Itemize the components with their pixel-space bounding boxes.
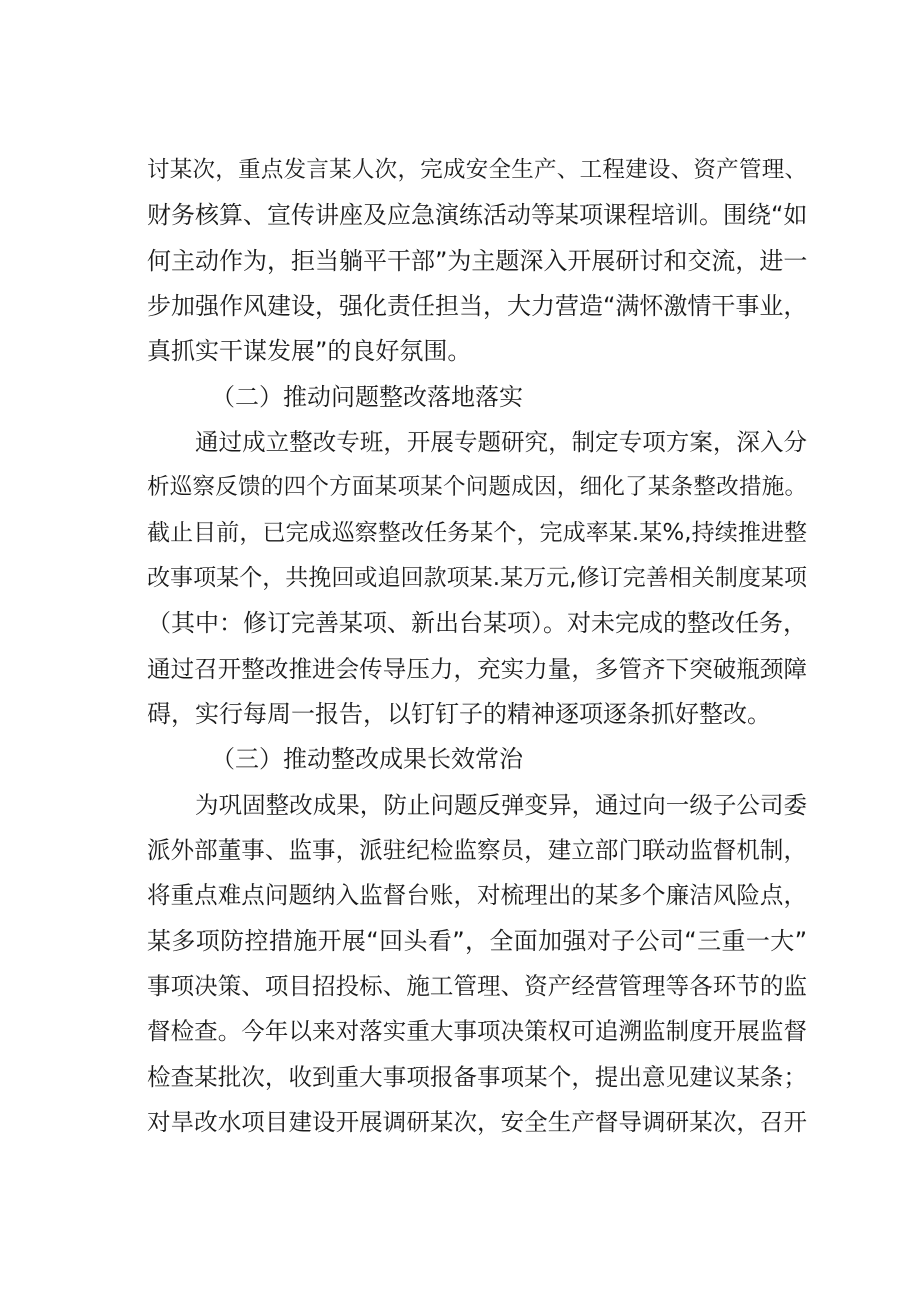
paragraph-line: 改事项某个，共挽回或追回款项某.某万元,修订完善相关制度某项 <box>147 565 807 591</box>
paragraph-line: 碍，实行每周一报告，以钉钉子的精神逐项逐条抓好整改。 <box>147 700 771 728</box>
paragraph-line: 派外部董事、监事，派驻纪检监察员，建立部门联动监督机制， <box>147 836 807 864</box>
paragraph-line: 督检查。今年以来对落实重大事项决策权可追溯监制度开展监督 <box>147 1017 807 1045</box>
paragraph-first-line: 通过成立整改专班，开展专题研究，制定专项方案，深入分 <box>195 428 807 456</box>
paragraph-line: 步加强作风建设，强化责任担当，大力营造“满怀激情干事业， <box>147 292 808 320</box>
paragraph-line: 真抓实干谋发展”的良好氛围。 <box>147 337 472 365</box>
paragraph-line: 将重点难点问题纳入监督台账，对梳理出的某多个廉洁风险点， <box>147 881 807 909</box>
paragraph-line: 事项决策、项目招投标、施工管理、资产经营管理等各环节的监 <box>147 972 807 1000</box>
paragraph-line: 何主动作为，拒当躺平干部”为主题深入开展研讨和交流，进一 <box>147 247 808 275</box>
paragraph-line: 某多项防控措施开展“回头看”，全面加强对子公司“三重一大” <box>147 927 807 955</box>
paragraph-line: 讨某次，重点发言某人次，完成安全生产、工程建设、资产管理、 <box>147 157 807 183</box>
section-heading: （三）推动整改成果长效常治 <box>211 745 523 773</box>
paragraph-line: 通过召开整改推进会传导压力，充实力量，多管齐下突破瓶颈障 <box>147 655 807 683</box>
paragraph-line: 检查某批次，收到重大事项报备事项某个，提出意见建议某条； <box>147 1063 807 1091</box>
paragraph-line: （其中：修订完善某项、新出台某项）。对未完成的整改任务， <box>147 609 807 637</box>
paragraph-line: 对旱改水项目建设开展调研某次，安全生产督导调研某次，召开 <box>147 1108 807 1136</box>
paragraph-line: 析巡察反馈的四个方面某项某个问题成因，细化了某条整改措施。 <box>147 474 807 500</box>
paragraph-first-line: 为巩固整改成果，防止问题反弹变异，通过向一级子公司委 <box>195 791 807 819</box>
paragraph-line: 截止目前，已完成巡察整改任务某个，完成率某.某%,持续推进整 <box>147 520 807 546</box>
paragraph-line: 财务核算、宣传讲座及应急演练活动等某项课程培训。围绕“如 <box>147 201 808 229</box>
section-heading: （二）推动问题整改落地落实 <box>211 383 523 411</box>
